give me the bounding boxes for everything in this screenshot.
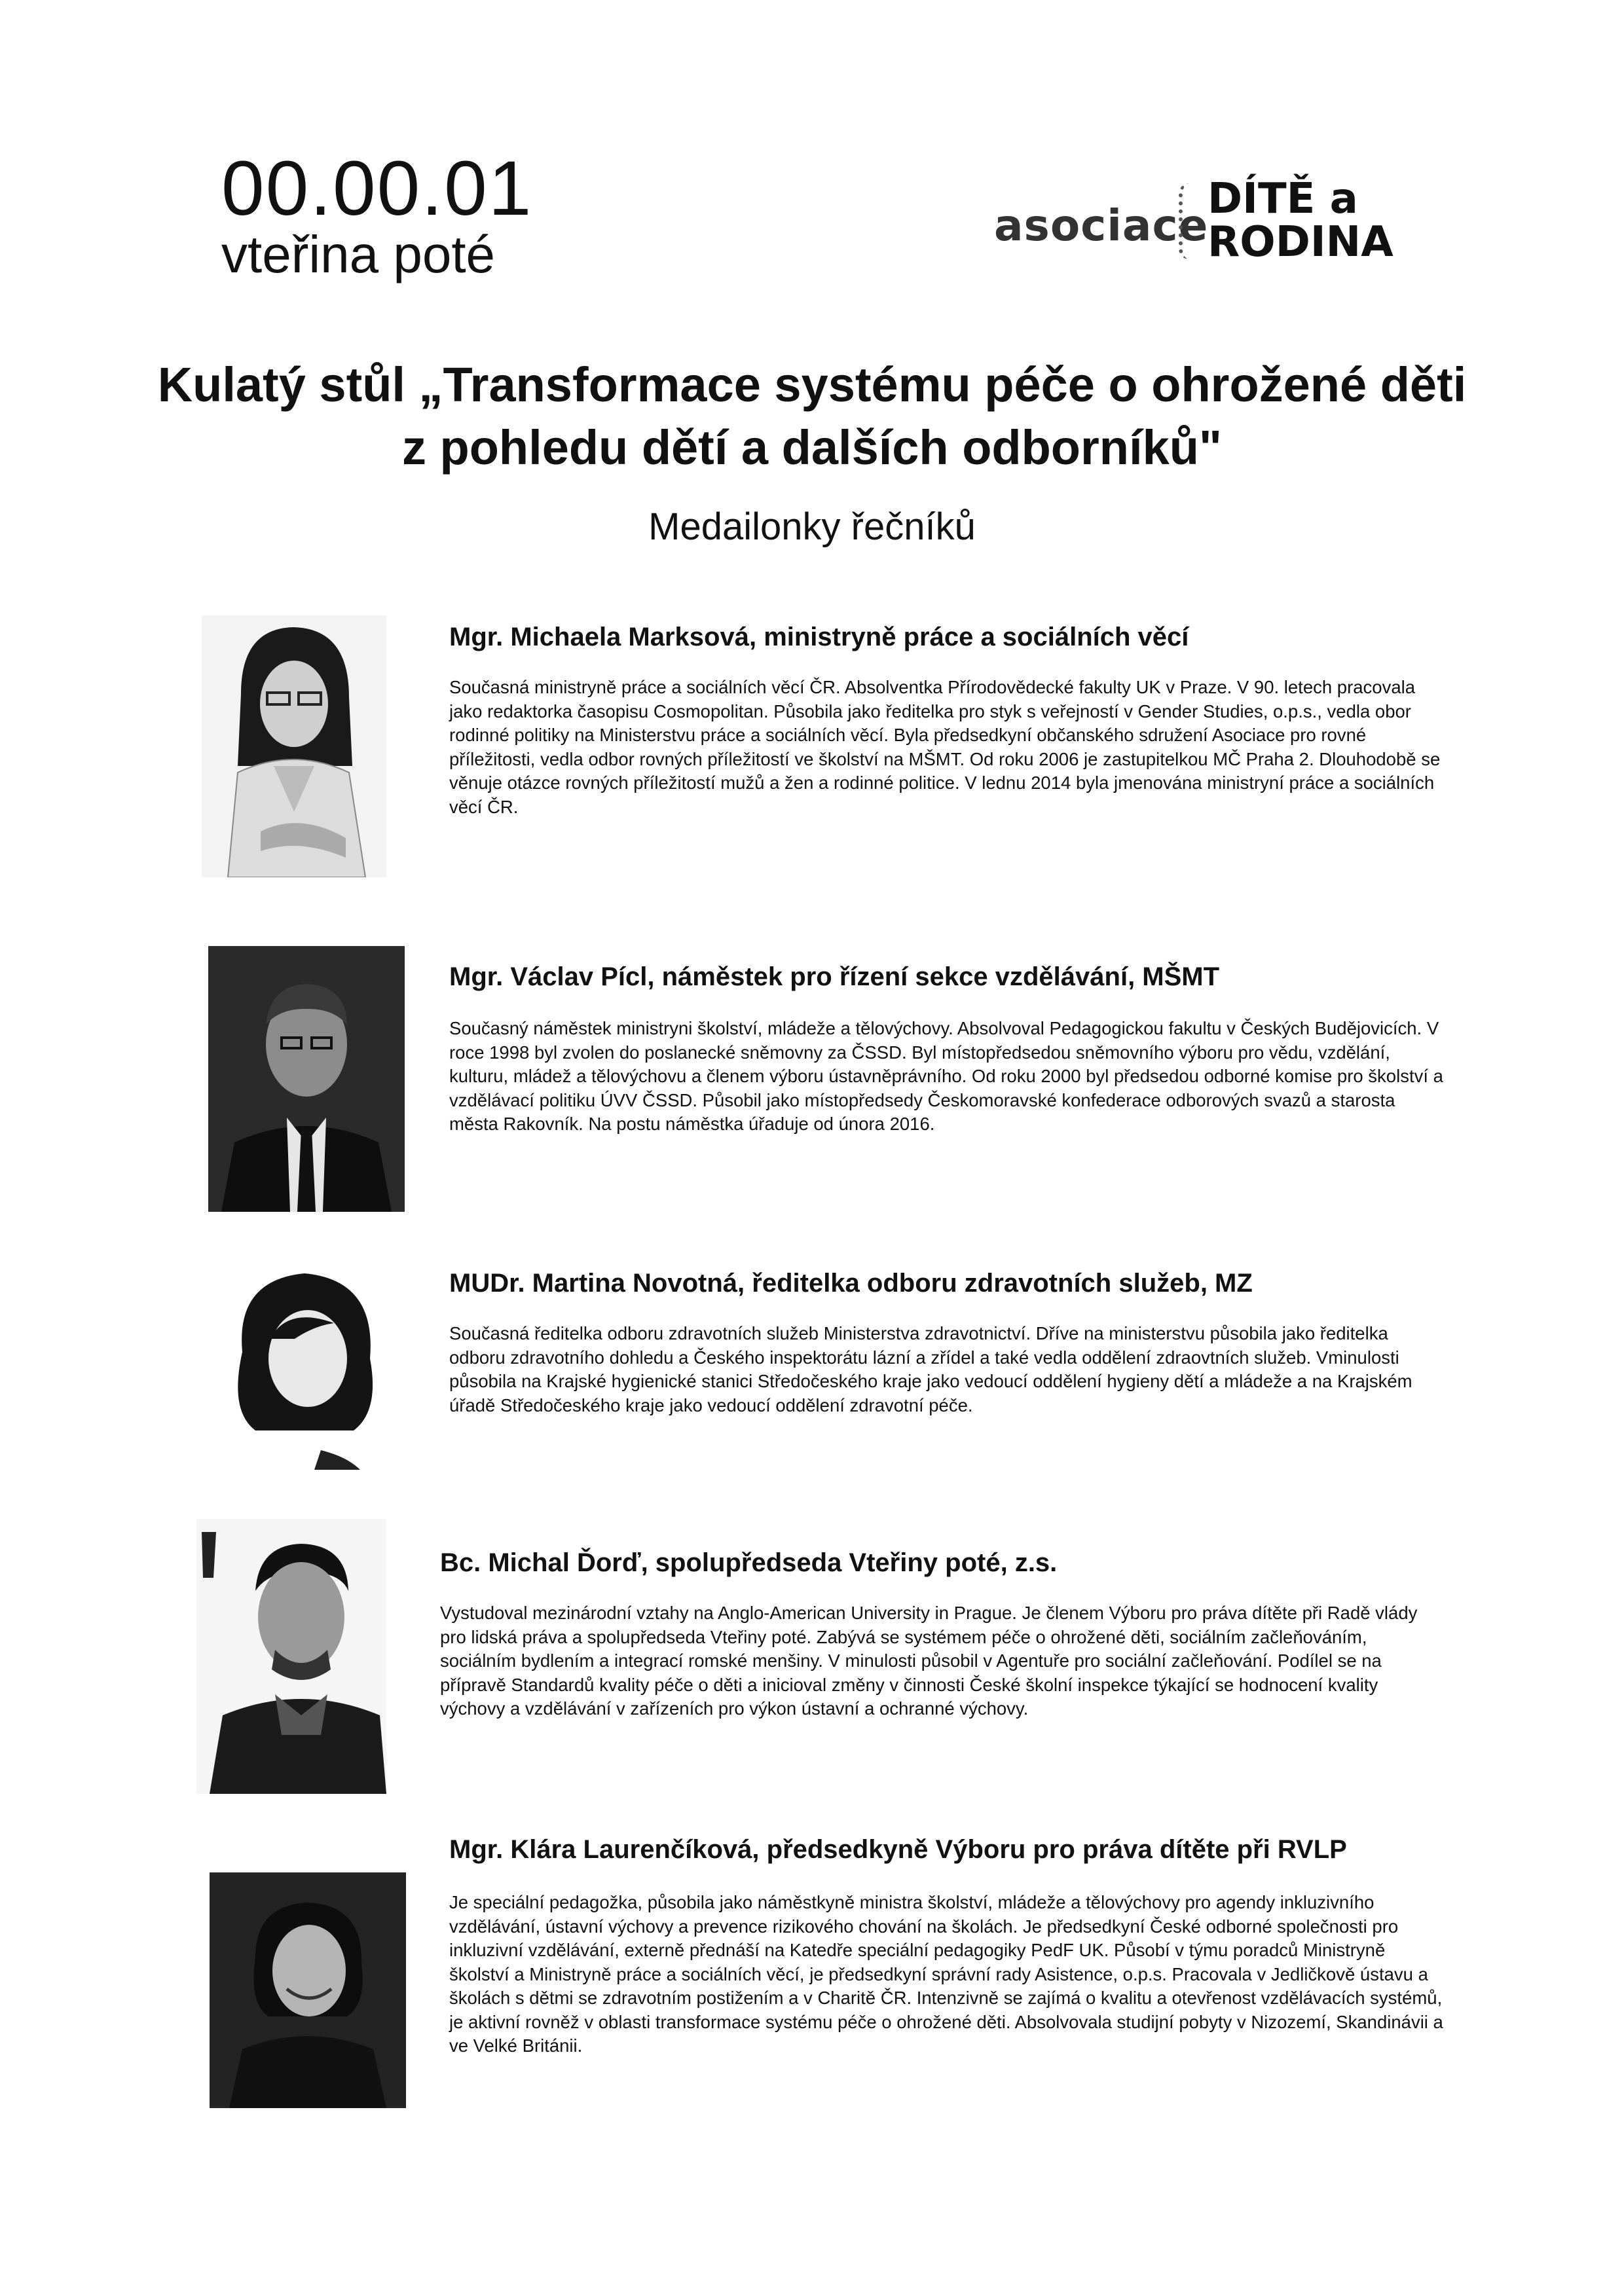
speaker-bio: Současná ředitelka odboru zdravotních služeb Ministerstva zdravotnictví. Dříve na ministerstvu působila jako ředitelka odboru zdravotního dohledu a Českého inspektorátu lázní a zřídel a také vedla oddělení zdraovtních služeb. Vminulosti působila na Krajské hygienické stanici Středočeského kraje jako vedoucí oddělení hygieny dětí a mládeže a na Krajském úřadě Středočeského kraje jako vedoucí oddělení zdravotní péče. — [449, 1323, 1412, 1415]
vterina-pote-logo — [221, 145, 562, 284]
speaker-name: Mgr. Michaela Marksová, ministryně práce a sociálních věcí — [449, 623, 1189, 651]
portrait-woman-icon — [210, 1872, 406, 2108]
portrait-man-icon — [208, 946, 405, 1212]
speaker-photo-4 — [196, 1519, 386, 1794]
speaker-bio: Vystudoval mezinárodní vztahy na Anglo-American University in Prague. Je členem Výboru pro práva dítěte při Radě vlády pro lidská práva a spolupředseda Vteřiny poté. Zabývá se systémem péče o ohrožené děti, sociálním začleňováním, sociálním bydlením a integrací romské menšiny. V minulosti působil v Agentuře pro sociální začleňování. Podílel se na přípravě Standardů kvality péče o děti a inicioval změny v činnosti České školní inspekce týkající se hodnocení kvality výchovy a vzdělávání v zařízeních pro výkon ústavní a ochranné výchovy. — [440, 1603, 1418, 1719]
speaker-card-2 — [196, 946, 1441, 1221]
speaker-bio: Je speciální pedagožka, působila jako náměstkyně ministra školství, mládeže a tělovýchovy pro agendy inkluzivního vzdělávání, ústavní výchovy a prevence rizikového chování na školách. Je předsedkyní České odborné společnosti pro inkluzivní vzdělávání, externě přednáší na Katedře speciální pedagogiky PedF UK. Působí v týmu poradců Ministryně školství a Ministryně práce a sociálních věcí, je předsedkyní správní rady Asistence, o.p.s. Pracovala v Jedličkově ústavu a školách s dětmi se zdravotním postižením a v Charitě ČR. Intenzivně se zajímá o kvalitu a otevřenost vzdělávacích systémů, je aktivní rovněž v oblasti transformace systému péče o ohrožené děti. Absolvovala studijní pobyty v Nizozemí, Skandinávii a ve Velké Británii. — [449, 1892, 1443, 2056]
portrait-man-icon — [196, 1519, 386, 1794]
logo-subtitle: vteřina poté — [221, 225, 496, 283]
bracket-icon — [1179, 183, 1201, 259]
page-subtitle: Medailonky řečníků — [648, 505, 976, 548]
speaker-photo-2 — [208, 946, 405, 1212]
logo-line-2: RODINA — [1208, 218, 1393, 266]
speaker-card-1 — [196, 615, 1441, 890]
logo-line-1: DÍTĚ a — [1208, 175, 1358, 223]
page-title: Kulatý stůl „Transformace systému péče o ohrožené děti z pohledu dětí a dalších odborníků" — [157, 357, 1467, 475]
logo-number: 00.00.01 — [221, 145, 533, 232]
portrait-woman-icon — [216, 1260, 393, 1470]
speaker-bio: Současný náměstek ministryni školství, mládeže a tělovýchovy. Absolvoval Pedagogickou fakultu v Českých Budějovicích. V roce 1998 byl zvolen do poslanecké sněmovny za ČSSD. Byl místopředsedou sněmovního výboru pro vědu, vzdělání, kulturu, mládež a tělovýchovu a členem výboru ústavněprávního. Od roku 2000 byl předsedou odborné komise pro školství a vzdělávací politiku ÚVV ČSSD. Působil jako místopředsedy Českomoravské konfederace odborových svazů a starosta města Rakovník. Na postu náměstka úřaduje od února 2016. — [449, 1018, 1443, 1134]
logo-word-asociace: asociace — [994, 200, 1209, 251]
speaker-name: Mgr. Václav Pícl, náměstek pro řízení sekce vzdělávání, MŠMT — [449, 962, 1220, 991]
speaker-name: MUDr. Martina Novotná, ředitelka odboru zdravotních služeb, MZ — [449, 1269, 1253, 1298]
speaker-card-3 — [196, 1260, 1441, 1496]
speaker-photo-5 — [210, 1872, 406, 2108]
speaker-card-5 — [196, 1833, 1441, 2160]
asociace-dite-a-rodina-logo — [994, 169, 1413, 267]
portrait-woman-icon — [202, 615, 386, 877]
speaker-photo-1 — [202, 615, 386, 877]
speaker-name: Mgr. Klára Laurenčíková, předsedkyně Výboru pro práva dítěte při RVLP — [449, 1835, 1347, 1864]
speaker-card-4 — [196, 1519, 1441, 1807]
speaker-photo-3 — [216, 1260, 393, 1470]
speaker-name: Bc. Michal Ďorď, spolupředseda Vteřiny poté, z.s. — [440, 1548, 1058, 1577]
speaker-bio: Současná ministryně práce a sociálních věcí ČR. Absolventka Přírodovědecké fakulty UK v Praze. V 90. letech pracovala jako redaktorka časopisu Cosmopolitan. Působila jako ředitelka pro styk s veřejností v Gender Studies, o.p.s., vedla obor rodinné politiky na Ministerstvu práce a sociálních věcí. Byla předsedkyní občanského sdružení Asociace pro rovné příležitosti, vedla odbor rovných příležitostí ve školství na MŠMT. Od roku 2006 je zastupitelkou MČ Praha 2. Dlouhodobě se věnuje otázce rovných příležitostí mužů a žen a rodinné politice. V lednu 2014 byla jmenována ministryní práce a sociálních věcí ČR. — [449, 677, 1441, 817]
